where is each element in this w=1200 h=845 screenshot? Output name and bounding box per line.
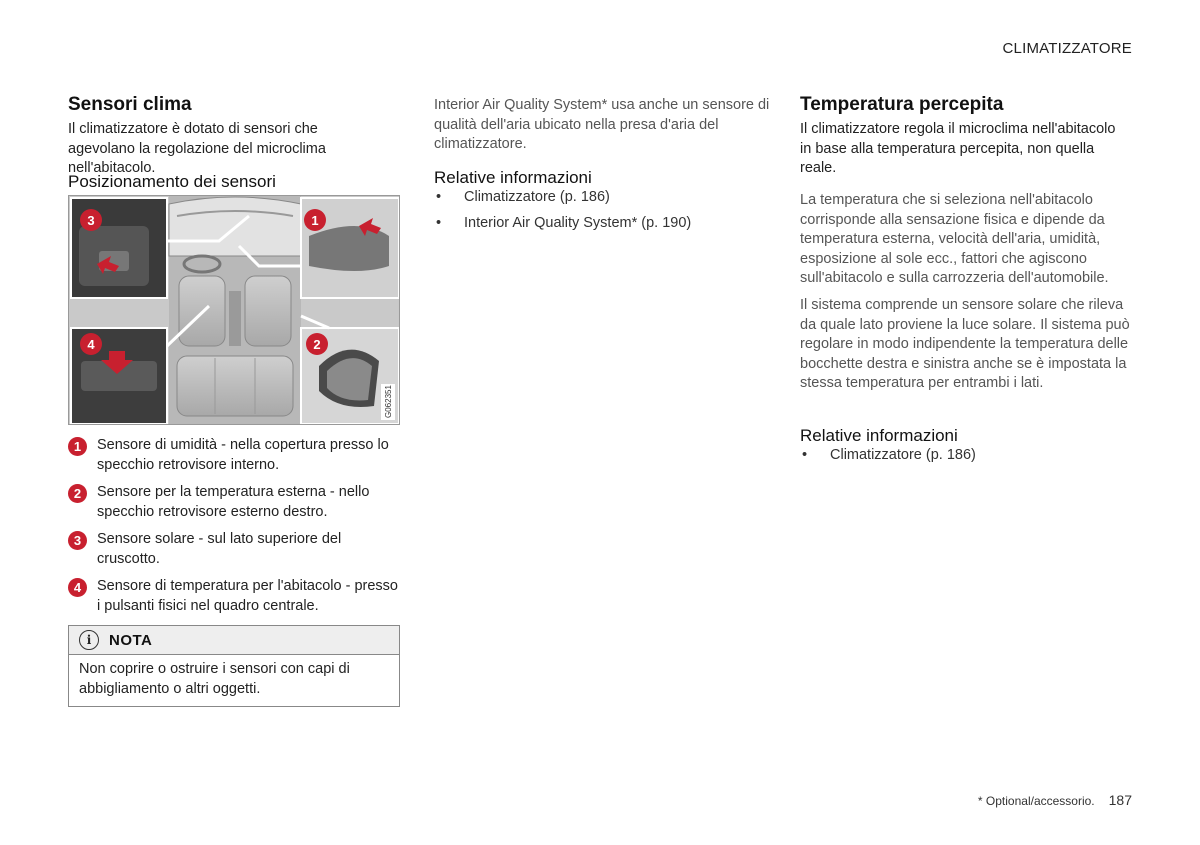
legend-number: 4 xyxy=(68,578,87,597)
callout-2 xyxy=(306,333,328,355)
legend-number: 1 xyxy=(68,437,87,456)
svg-text:2: 2 xyxy=(313,337,321,352)
legend-item xyxy=(68,577,400,616)
svg-text:3: 3 xyxy=(87,213,95,228)
legend-text: Sensore di temperatura per l'abitacolo - presso i pulsanti fisici nel quadro centrale. xyxy=(97,578,398,614)
legend-text: Sensore di umidità - nella copertura presso lo specchio retrovisore interno. xyxy=(97,437,389,473)
legend-item xyxy=(68,530,400,569)
svg-text:1: 1 xyxy=(311,213,319,228)
bullet-icon: • xyxy=(802,447,808,463)
section-title-sensori-clima: Sensori clima xyxy=(68,94,192,115)
bullet-icon: • xyxy=(436,189,442,205)
iaqs-paragraph: Interior Air Quality System* usa anche un sensore di qualità dell'aria ubicato nella presa d'aria del climatizzatore. xyxy=(434,97,770,152)
sensor-legend xyxy=(68,436,400,624)
page-footer xyxy=(978,792,1132,808)
footnote: * Optional/accessorio. xyxy=(977,794,1095,808)
running-header: CLIMATIZZATORE xyxy=(1002,40,1132,57)
temperatura-paragraph-2: Il sistema comprende un sensore solare che rileva da quale lato proviene la luce solare. Il sistema può regolare in modo indipendente la temperatura delle bocchette destra e sinistra anche se è impostata la stessa temperatura per entrambi i lati. xyxy=(800,297,1130,391)
related-link[interactable] xyxy=(800,446,1132,466)
legend-number: 2 xyxy=(68,484,87,503)
note-box xyxy=(68,625,400,707)
related-link-text[interactable]: Interior Air Quality System* (p. 190) xyxy=(464,214,692,231)
bullet-icon: • xyxy=(436,214,442,231)
legend-item xyxy=(68,483,400,522)
related-link-text[interactable]: Climatizzatore (p. 186) xyxy=(830,447,976,463)
legend-number: 3 xyxy=(68,531,87,550)
related-link[interactable] xyxy=(434,214,774,234)
related-link[interactable] xyxy=(434,188,774,208)
section-title-temperatura-percepita: Temperatura percepita xyxy=(800,94,1004,115)
svg-text:4: 4 xyxy=(87,337,95,352)
related-link-text[interactable]: Climatizzatore (p. 186) xyxy=(464,189,610,205)
note-title: NOTA xyxy=(109,631,153,649)
callout-4 xyxy=(80,333,102,355)
related-info-list xyxy=(800,446,1132,472)
temperatura-paragraph-1: La temperatura che si seleziona nell'abitacolo corrisponde alla sensazione fisica e dipende da temperatura esterna, velocità dell'aria, umidità, esposizione al sole ecc., fattori che agiscono sull'abitacolo e sulla carrozzeria dell'automobile. xyxy=(800,192,1109,286)
subsection-title-posizionamento: Posizionamento dei sensori xyxy=(68,172,276,191)
callout-1 xyxy=(304,209,326,231)
sensor-location-figure xyxy=(68,195,400,425)
related-info-list xyxy=(434,188,774,239)
legend-text: Sensore solare - sul lato superiore del cruscotto. xyxy=(97,531,342,567)
legend-item xyxy=(68,436,400,475)
callout-3 xyxy=(80,209,102,231)
related-info-title: Relative informazioni xyxy=(434,168,592,187)
legend-text: Sensore per la temperatura esterna - nello specchio retrovisore esterno destro. xyxy=(97,484,370,520)
figure-code: G062351 xyxy=(384,385,393,418)
car-interior-illustration xyxy=(69,196,400,425)
intro-paragraph: Il climatizzatore è dotato di sensori che agevolano la regolazione del microclima nell'abitacolo. xyxy=(68,121,326,176)
page-number: 187 xyxy=(1108,792,1132,808)
note-header xyxy=(69,626,399,655)
info-icon: i xyxy=(79,630,99,650)
related-info-title: Relative informazioni xyxy=(800,426,958,445)
note-text: Non coprire o ostruire i sensori con capi di abbigliamento o altri oggetti. xyxy=(79,661,350,697)
temperatura-intro: Il climatizzatore regola il microclima nell'abitacolo in base alla temperatura percepita, non quella reale. xyxy=(800,121,1116,176)
